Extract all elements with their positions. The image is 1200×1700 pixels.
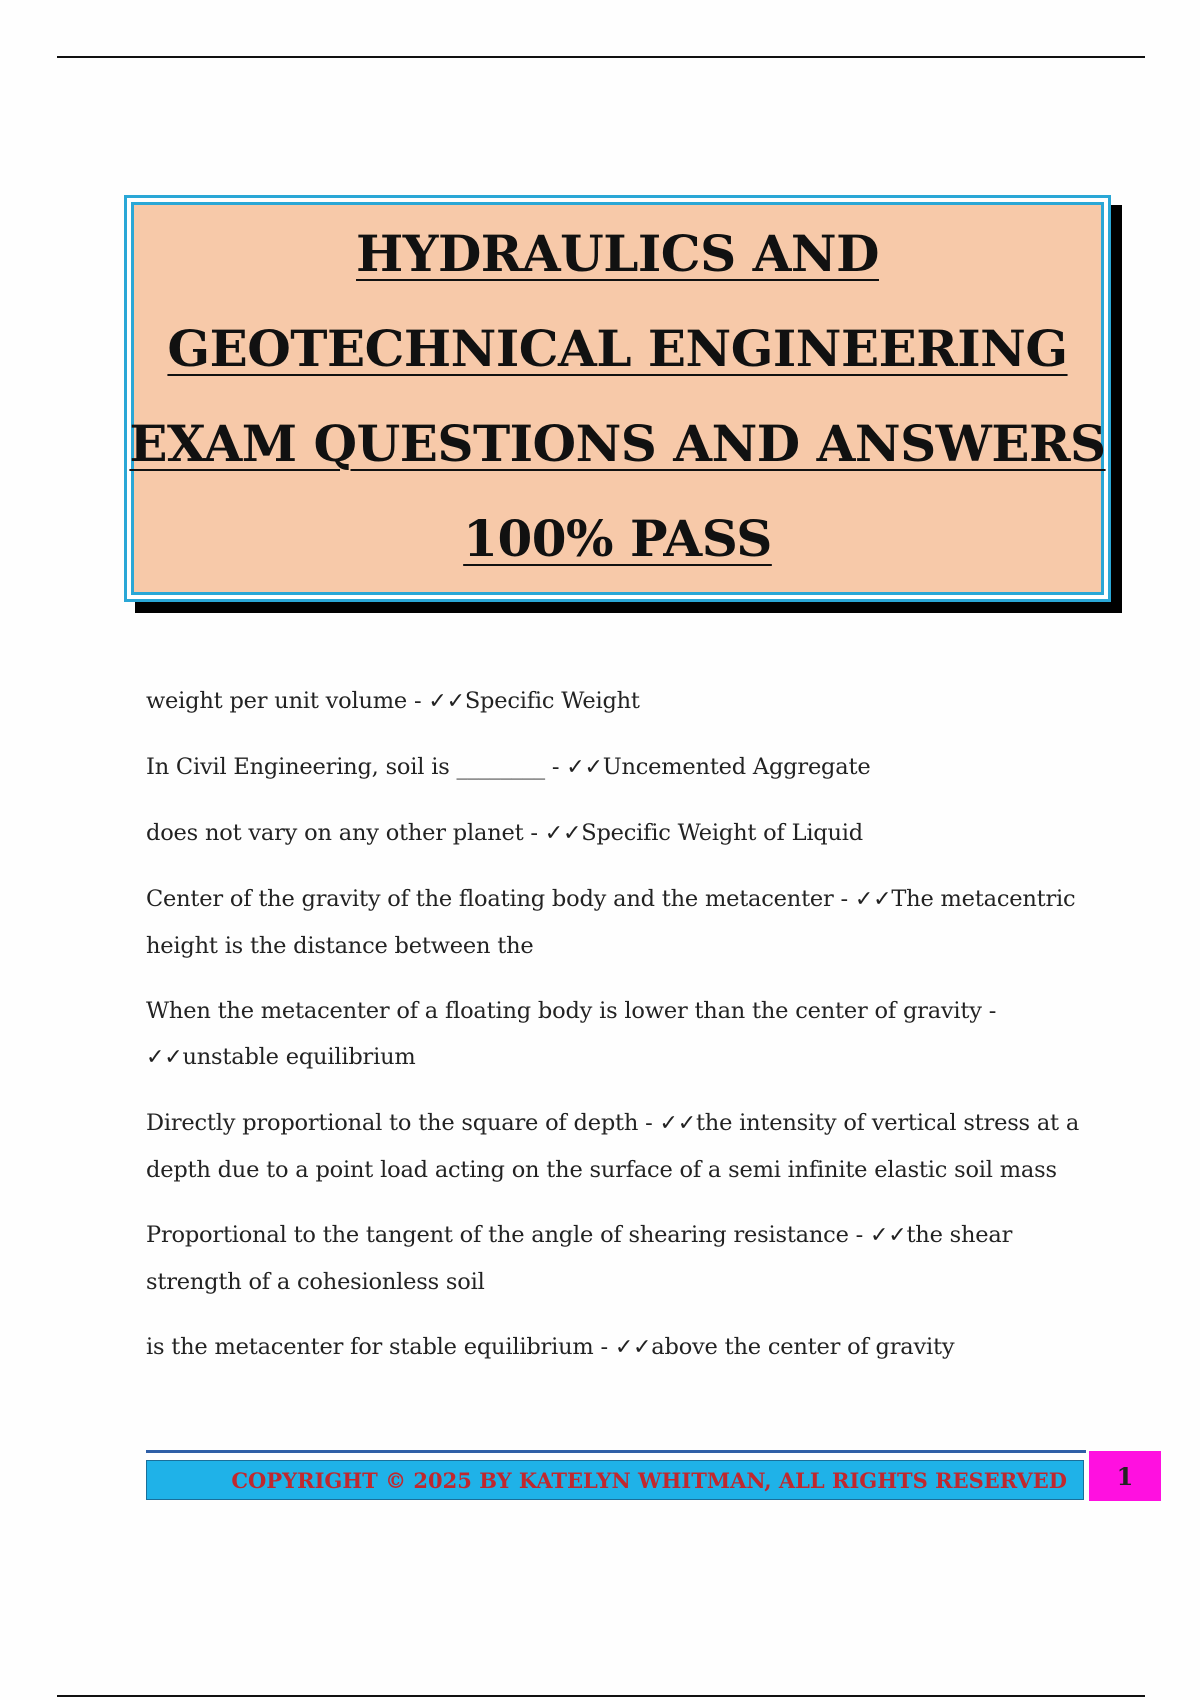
qa-answer: unstable equilibrium	[182, 1044, 416, 1070]
qa-answer: Specific Weight	[464, 688, 640, 714]
qa-question: Directly proportional to the square of depth -	[146, 1110, 660, 1136]
double-check-icon: ✓✓	[428, 689, 465, 714]
double-check-icon: ✓✓	[146, 1045, 183, 1070]
qa-question: weight per unit volume -	[146, 688, 429, 714]
qa-question: does not vary on any other planet -	[146, 820, 545, 846]
qa-item	[146, 744, 1096, 791]
double-check-icon: ✓✓	[614, 1335, 652, 1360]
qa-answer: Uncemented Aggregate	[602, 754, 871, 780]
qa-item	[146, 1100, 1096, 1193]
qa-item	[146, 988, 1096, 1081]
qa-question: is the metacenter for stable equilibrium -	[146, 1334, 615, 1360]
page-number-badge: 1	[1089, 1451, 1161, 1501]
title-line-1: HYDRAULICS AND	[356, 223, 879, 283]
qa-question: When the metacenter of a floating body is lower than the center of gravity -	[146, 998, 997, 1024]
double-check-icon: ✓✓	[854, 887, 892, 912]
qa-item	[146, 876, 1096, 969]
double-check-icon: ✓✓	[544, 821, 582, 846]
qa-item	[146, 810, 1096, 857]
qa-answer: The metacentric height is the distance between the	[146, 886, 1076, 959]
qa-question: In Civil Engineering, soil is ________ -	[146, 754, 567, 780]
bottom-rule	[57, 1695, 1145, 1697]
copyright-text: COPYRIGHT © 2025 BY KATELYN WHITMAN, ALL RIGHTS RESERVED	[231, 1467, 1067, 1493]
footer-rule	[146, 1450, 1086, 1453]
double-check-icon: ✓✓	[566, 755, 603, 780]
qa-item	[146, 678, 1096, 725]
footer-copyright-bar	[146, 1460, 1084, 1500]
qa-question: Center of the gravity of the floating body and the metacenter -	[146, 886, 855, 912]
double-check-icon: ✓✓	[659, 1111, 696, 1136]
qa-answer: Specific Weight of Liquid	[581, 820, 864, 846]
qa-answer: above the center of gravity	[651, 1334, 955, 1360]
title-box-inner	[131, 202, 1104, 595]
qa-item	[146, 1212, 1096, 1305]
title-box	[124, 195, 1111, 602]
title-line-3: EXAM QUESTIONS AND ANSWERS	[129, 413, 1106, 473]
title-line-2: GEOTECHNICAL ENGINEERING	[167, 318, 1068, 378]
top-rule	[57, 56, 1145, 58]
qa-answer: the shear strength of a cohesionless soil	[146, 1222, 1013, 1295]
title-line-4: 100% PASS	[463, 508, 772, 568]
qa-list	[146, 678, 1096, 1390]
double-check-icon: ✓✓	[870, 1223, 907, 1248]
qa-item	[146, 1324, 1096, 1371]
qa-answer: the intensity of vertical stress at a depth due to a point load acting on the surface of a semi infinite elastic soil mass	[146, 1110, 1080, 1183]
qa-question: Proportional to the tangent of the angle of shearing resistance -	[146, 1222, 870, 1248]
